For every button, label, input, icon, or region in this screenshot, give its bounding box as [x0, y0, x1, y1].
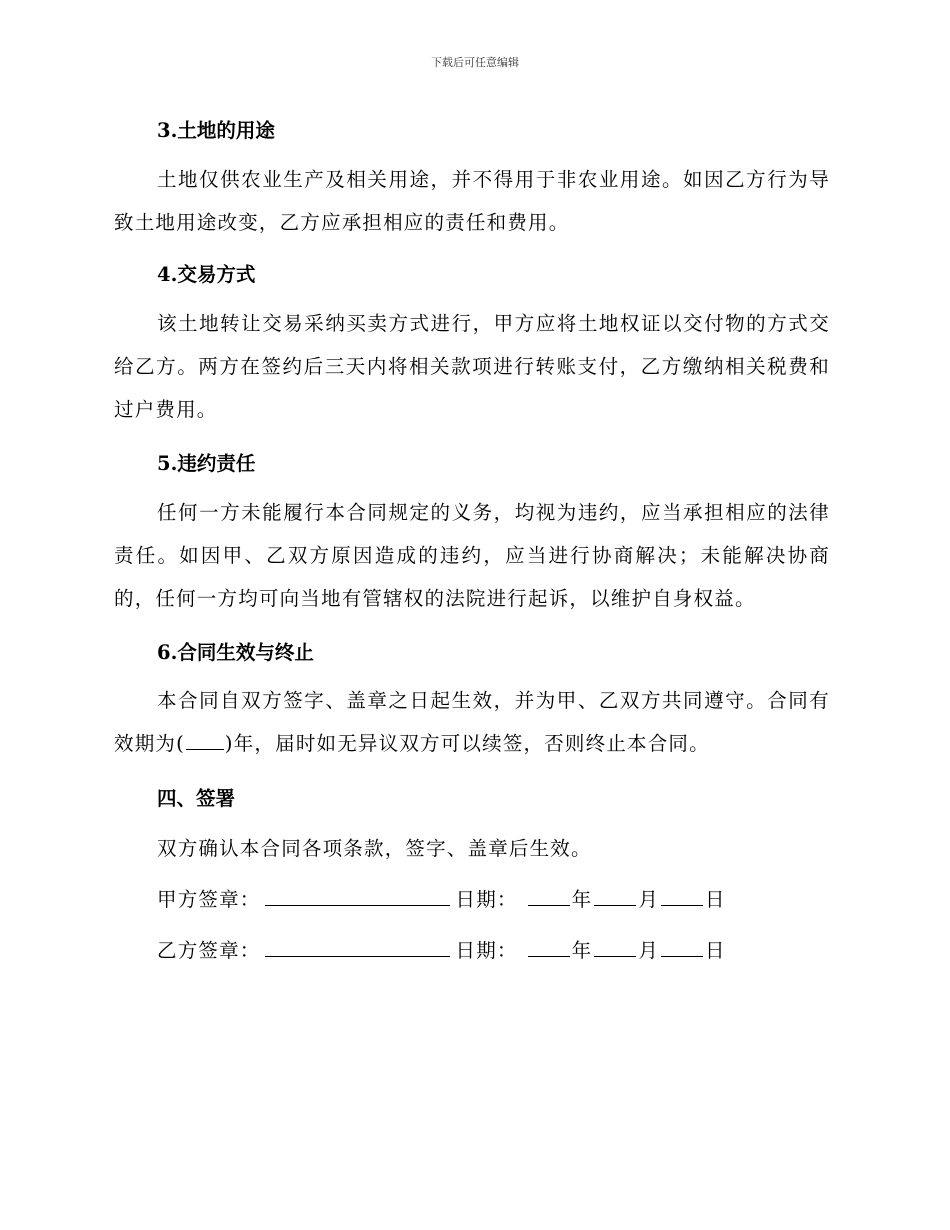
day-label: 日 — [705, 888, 726, 911]
term-years-blank — [186, 731, 224, 750]
signature-row-party-b — [157, 935, 726, 963]
section-paragraph: 该土地转让交易采纳买卖方式进行，甲方应将土地权证以交付物的方式交给乙方。两方在签约后三天内将相关款项进行转账支付，乙方缴纳相关税费和过户费用。 — [114, 312, 830, 421]
section-heading: 5.违约责任 — [157, 452, 256, 475]
section-heading: 四、签署 — [157, 787, 236, 810]
year-label: 年 — [571, 939, 593, 962]
section-paragraph: 土地仅供农业生产及相关用途，并不得用于非农业用途。如因乙方行为导致土地用途改变，乙方应承担相应的责任和费用。 — [114, 168, 830, 234]
section-heading: 4.交易方式 — [157, 263, 256, 286]
paragraph-text: 本合同自双方签字、盖章之日起生效，并为甲、乙双方共同遵守。合同有效期为( — [114, 689, 830, 755]
header-note: 下载后可任意编辑 — [431, 56, 519, 69]
paragraph-text: )年，届时如无异议双方可以续签，否则终止本合同。 — [224, 732, 710, 755]
section-heading: 3.土地的用途 — [157, 119, 275, 142]
year-label: 年 — [571, 888, 593, 911]
day-blank — [661, 887, 703, 906]
signature-label: 甲方签章： — [157, 888, 261, 911]
month-label: 月 — [638, 888, 660, 911]
date-label: 日期： — [455, 888, 518, 911]
month-blank — [594, 938, 636, 957]
section-paragraph: 双方确认本合同各项条款，签字、盖章后生效。 — [157, 837, 592, 860]
section-heading: 6.合同生效与终止 — [157, 641, 314, 664]
date-label: 日期： — [455, 939, 518, 962]
day-label: 日 — [705, 939, 726, 962]
year-blank — [528, 938, 570, 957]
month-label: 月 — [638, 939, 660, 962]
signature-blank — [265, 938, 450, 957]
section-paragraph — [114, 679, 830, 765]
month-blank — [594, 887, 636, 906]
signature-label: 乙方签章： — [157, 939, 261, 962]
day-blank — [661, 938, 703, 957]
section-paragraph: 任何一方未能履行本合同规定的义务，均视为违约，应当承担相应的法律责任。如因甲、乙双方原因造成的违约，应当进行协商解决；未能解决协商的，任何一方均可向当地有管辖权的法院进行起诉，以维护自身权益。 — [114, 501, 830, 610]
signature-blank — [265, 887, 450, 906]
year-blank — [528, 887, 570, 906]
signature-row-party-a — [157, 884, 726, 912]
